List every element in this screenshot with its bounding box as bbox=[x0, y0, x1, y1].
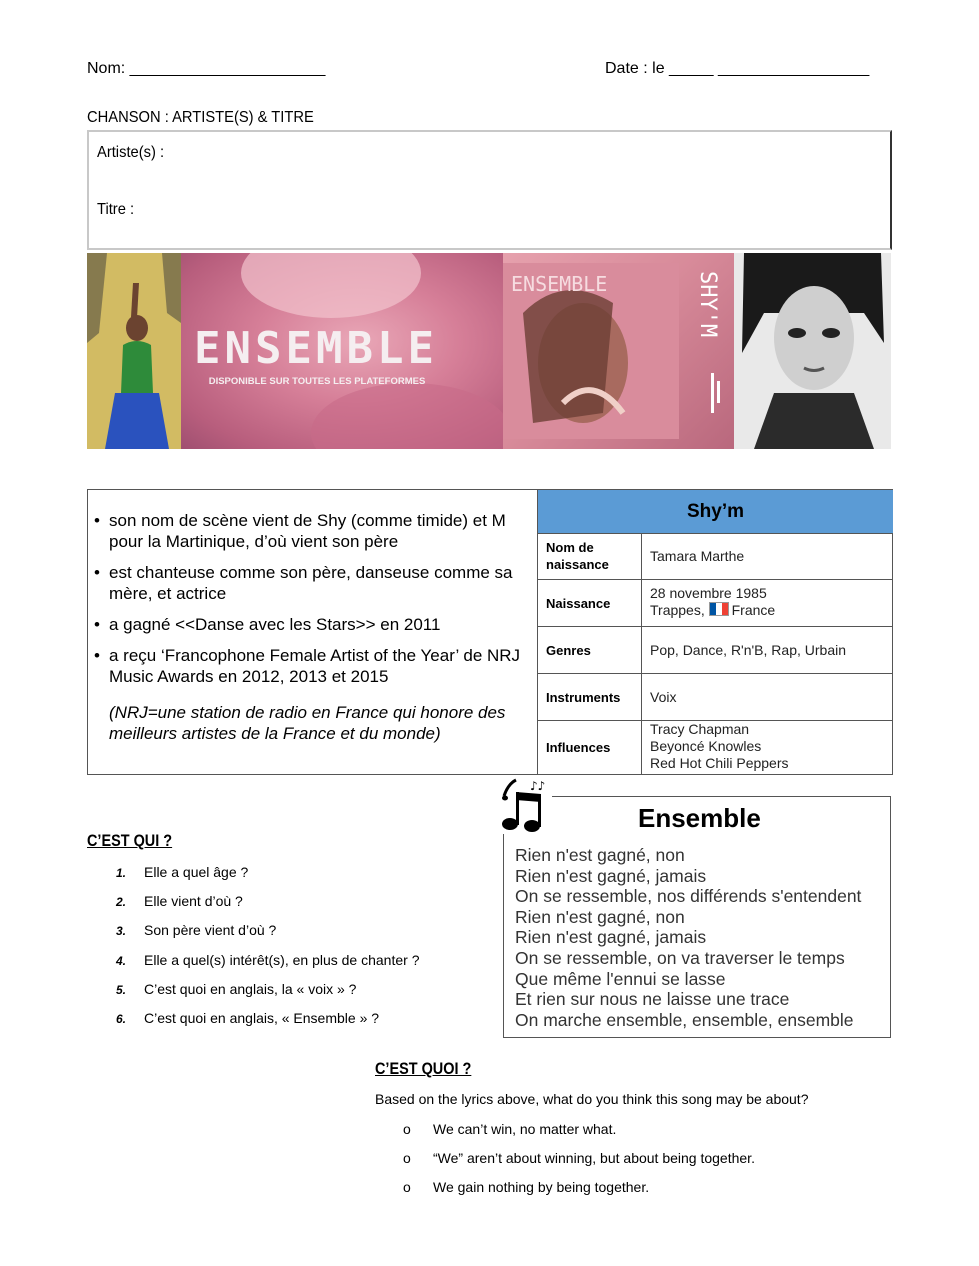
infobox-label: Naissance bbox=[546, 596, 611, 611]
option-bullet: o bbox=[403, 1179, 411, 1195]
music-notes-icon bbox=[500, 778, 552, 834]
section-heading-quoi: C’EST QUOI ? bbox=[375, 1059, 472, 1078]
infobox-value bbox=[650, 585, 775, 619]
bio-note: (NRJ=une station de radio en France qui honore des meilleurs artistes de la France et du monde) bbox=[109, 703, 506, 743]
bio-item: • son nom de scène vient de Shy (comme timide) et M pour la Martinique, d’où vient son père bbox=[94, 510, 534, 552]
infobox-value bbox=[650, 721, 789, 772]
option-bullet: o bbox=[403, 1150, 411, 1166]
bio-item: • a gagné <<Danse avec les Stars>> en 2011 bbox=[94, 614, 534, 635]
option-text: “We” aren’t about winning, but about being together. bbox=[433, 1150, 755, 1166]
artist-title-box[interactable] bbox=[87, 130, 892, 250]
lyric-line: Rien n'est gagné, non bbox=[515, 906, 685, 927]
lyric-line: On se ressemble, on va traverser le temps bbox=[515, 947, 845, 968]
svg-text:♪♪: ♪♪ bbox=[530, 779, 546, 793]
artist-infobox bbox=[537, 490, 893, 774]
lyric-line: Rien n'est gagné, jamais bbox=[515, 865, 707, 886]
option-text: We can’t win, no matter what. bbox=[433, 1121, 617, 1137]
question-number: 3. bbox=[116, 924, 127, 938]
infobox-label: Genres bbox=[546, 643, 591, 658]
bio-item: • a reçu ‘Francophone Female Artist of the Year’ de NRJ Music Awards en 2012, 2013 et 2015 bbox=[94, 645, 534, 687]
artist-label: Artiste(s) : bbox=[97, 144, 165, 161]
lyric-line: On se ressemble, nos différends s'entendent bbox=[515, 886, 862, 907]
answer-option[interactable] bbox=[403, 1121, 616, 1137]
banner-tagline: DISPONIBLE SUR TOUTES LES PLATEFORMES bbox=[208, 376, 426, 387]
infobox-label: Instruments bbox=[546, 690, 621, 705]
bio-list bbox=[94, 510, 534, 697]
question-number: 4. bbox=[116, 954, 127, 968]
question-item bbox=[116, 1010, 379, 1026]
answer-option[interactable] bbox=[403, 1150, 755, 1166]
question-text: Son père vient d’où ? bbox=[144, 922, 277, 938]
performer-photo bbox=[87, 253, 181, 449]
influence: Beyoncé Knowles bbox=[650, 738, 762, 754]
banner-word: ENSEMBLE bbox=[194, 323, 438, 374]
option-text: We gain nothing by being together. bbox=[433, 1179, 650, 1195]
birth-date: 28 novembre 1985 bbox=[650, 585, 767, 601]
infobox-row-genres bbox=[538, 627, 893, 674]
question-text: C’est quoi en anglais, « Ensemble » ? bbox=[144, 1010, 380, 1026]
quoi-prompt: Based on the lyrics above, what do you think this song may be about? bbox=[375, 1091, 809, 1107]
influence: Red Hot Chili Peppers bbox=[650, 755, 789, 771]
option-bullet: o bbox=[403, 1121, 411, 1137]
question-text: C’est quoi en anglais, la « voix » ? bbox=[144, 981, 357, 997]
question-item bbox=[116, 952, 419, 968]
lyric-line: Rien n'est gagné, jamais bbox=[515, 927, 707, 948]
cover-word: ENSEMBLE bbox=[511, 272, 608, 296]
infobox-value: Pop, Dance, R'n'B, Rap, Urbain bbox=[650, 642, 846, 658]
bio-item: • est chanteuse comme son père, danseuse comme sa mère, et actrice bbox=[94, 562, 534, 604]
image-strip bbox=[87, 253, 891, 449]
question-number: 2. bbox=[116, 895, 127, 909]
lyric-line: Rien n'est gagné, non bbox=[515, 845, 685, 865]
lyric-line: Et rien sur nous ne laisse une trace bbox=[515, 989, 790, 1010]
lyric-line: On marche ensemble, ensemble, ensemble bbox=[515, 1009, 854, 1030]
question-item bbox=[116, 893, 243, 909]
ensemble-banner bbox=[181, 253, 503, 449]
section-heading-qui: C’EST QUI ? bbox=[87, 831, 173, 850]
name-field-label[interactable]: Nom: ______________________ bbox=[87, 60, 326, 77]
infobox-value: Tamara Marthe bbox=[650, 548, 745, 564]
question-item bbox=[116, 864, 248, 880]
question-item bbox=[116, 981, 356, 997]
date-field-label[interactable]: Date : le _____ _________________ bbox=[605, 60, 870, 77]
bio-section bbox=[87, 489, 893, 775]
infobox-row-influences bbox=[538, 721, 893, 774]
birth-place bbox=[650, 602, 775, 619]
lyrics-box bbox=[503, 796, 891, 1038]
infobox-title: Shy’m bbox=[538, 490, 893, 534]
question-number: 5. bbox=[116, 983, 127, 997]
france-flag-icon bbox=[709, 602, 729, 616]
birth-country: France bbox=[731, 602, 776, 618]
question-number: 6. bbox=[116, 1012, 127, 1026]
lyrics-lines bbox=[515, 845, 861, 1030]
question-text: Elle a quel(s) intérêt(s), en plus de chanter ? bbox=[144, 952, 420, 968]
question-text: Elle vient d’où ? bbox=[144, 893, 243, 909]
infobox-label: Nom de naissance bbox=[546, 540, 609, 572]
section-heading-chanson: CHANSON : ARTISTE(S) & TITRE bbox=[87, 109, 314, 126]
lyric-line: Que même l'ennui se lasse bbox=[515, 968, 726, 989]
infobox-row-instruments bbox=[538, 674, 893, 721]
infobox-value: Voix bbox=[650, 689, 677, 705]
question-number: 1. bbox=[116, 866, 127, 880]
birth-city: Trappes, bbox=[650, 602, 705, 618]
infobox-row-birth-name bbox=[538, 533, 893, 580]
infobox-label: Influences bbox=[546, 740, 611, 755]
answer-option[interactable] bbox=[403, 1179, 649, 1195]
question-text: Elle a quel âge ? bbox=[144, 864, 249, 880]
influence: Tracy Chapman bbox=[650, 721, 750, 737]
infobox-row-birth bbox=[538, 580, 893, 627]
album-cover bbox=[503, 253, 734, 449]
title-label: Titre : bbox=[97, 201, 135, 218]
question-item bbox=[116, 922, 276, 938]
portrait-photo bbox=[734, 253, 891, 449]
lyrics-title: Ensemble bbox=[638, 803, 761, 833]
cover-artist-vertical: SHY'M bbox=[695, 271, 720, 338]
